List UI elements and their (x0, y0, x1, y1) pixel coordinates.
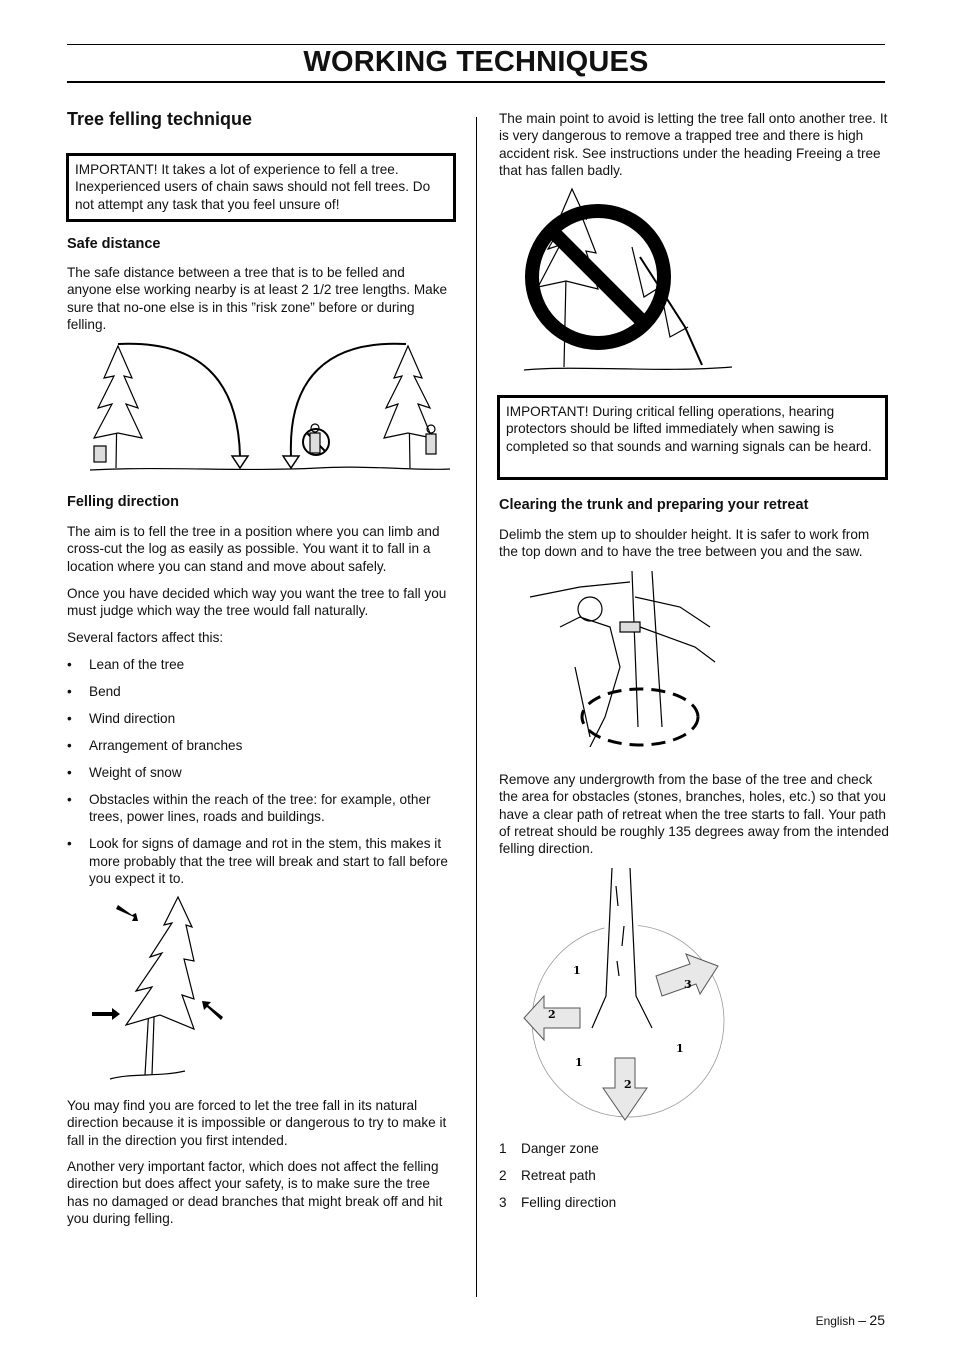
section-heading: Tree felling technique (67, 109, 253, 129)
clearing-p2: Remove any undergrowth from the base of the tree and check the area for obstacles (stones, branches, holes, etc.) so that you have a clear path of retreat when the tree starts to fall. Your path of retreat should be roughly 135 degrees away from the intended felling direction. (499, 772, 889, 857)
zone-label-1: 1 (573, 964, 581, 977)
retreat-diagram (520, 866, 730, 1126)
felling-direction-p1: The aim is to fell the tree in a position where you can limb and cross-cut the log as easily as possible. You want it to fall in a location where you can stand and move about safely. (67, 524, 440, 574)
safe-distance-text: The safe distance between a tree that is to be felled and anyone else working nearby is at least 2 1/2 tree lengths. Make sure that no-one else is in this ”risk zone” before or during felling. (67, 265, 448, 332)
footer-separator: – (858, 1312, 867, 1328)
list-item: • Look for signs of damage and rot in the stem, this makes it more probably that the tree will break and start to fall before you expect it to. (67, 835, 455, 887)
legend-item: 2 Retreat path (499, 1168, 596, 1183)
zone-label-1b: 1 (575, 1056, 583, 1069)
felling-direction-p2: Once you have decided which way you want the tree to fall you must judge which way the tree would fall naturally. (67, 586, 447, 619)
header-rule-top (67, 44, 885, 45)
list-item: • Obstacles within the reach of the tree: for example, other trees, power lines, roads and buildings. (67, 791, 455, 826)
header-rule-bottom (67, 81, 885, 83)
clearing-p1: Delimb the stem up to shoulder height. It is safer to work from the top down and to have the tree between you and the saw. (499, 527, 870, 560)
factors-list (67, 656, 455, 897)
trapped-tree-text: The main point to avoid is letting the tree fall onto another tree. It is very dangerous to remove a trapped tree and there is high accident risk. See instructions under the heading Freeing a tree that has fallen badly. (499, 111, 888, 178)
prohibited-tree-illustration (520, 187, 735, 377)
list-item: • Weight of snow (67, 764, 455, 781)
legend-item: 1 Danger zone (499, 1141, 599, 1156)
zone-label-1c: 1 (676, 1042, 684, 1055)
page-title: WORKING TECHNIQUES (303, 46, 649, 78)
safe-distance-heading: Safe distance (67, 236, 161, 252)
important-notice-box-hearing: IMPORTANT! During critical felling operations, hearing protectors should be lifted immediately when sawing is completed so that sounds and warning signals can be heard. (497, 395, 888, 480)
list-item: • Wind direction (67, 710, 455, 727)
tree-wind-illustration (90, 895, 230, 1080)
felling-direction-p5: Another very important factor, which does not affect the felling direction but does affect your safety, is to make sure the tree has no damaged or dead branches that might break off and hit you during felling. (67, 1159, 443, 1226)
list-item: • Lean of the tree (67, 656, 455, 673)
retreat-label-2: 2 (548, 1008, 556, 1021)
page-footer (816, 1312, 885, 1328)
felling-direction-p4: You may find you are forced to let the tree fall in its natural direction because it is impossible or dangerous to try to make it fall in the direction you first intended. (67, 1098, 447, 1148)
clearing-heading: Clearing the trunk and preparing your retreat (499, 497, 809, 513)
felling-direction-heading: Felling direction (67, 494, 179, 510)
legend-item: 3 Felling direction (499, 1195, 617, 1210)
list-item: • Arrangement of branches (67, 737, 455, 754)
felling-label-3: 3 (684, 978, 692, 991)
delimbing-illustration (520, 567, 715, 752)
retreat-label-2b: 2 (624, 1078, 632, 1091)
safe-distance-illustration (88, 338, 453, 478)
important-notice-box: IMPORTANT! It takes a lot of experience to fell a tree. Inexperienced users of chain saws should not fell trees. Do not attempt any task that you feel unsure of! (66, 153, 456, 222)
column-divider (476, 117, 477, 1297)
page-number: 25 (869, 1312, 885, 1328)
felling-direction-p3: Several factors affect this: (67, 630, 224, 645)
list-item: • Bend (67, 683, 455, 700)
footer-language: English (815, 1314, 855, 1328)
